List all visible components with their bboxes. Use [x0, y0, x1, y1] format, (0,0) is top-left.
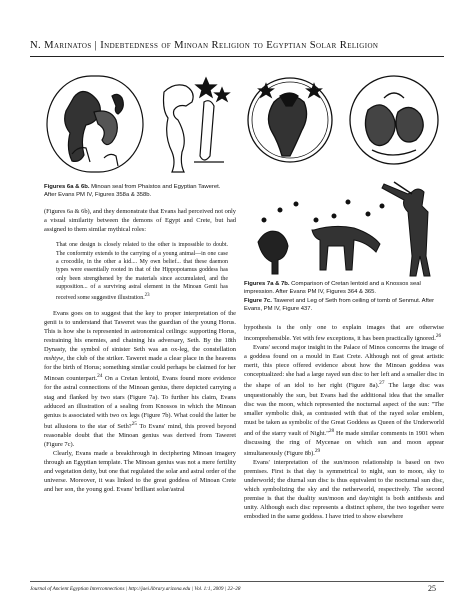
figure-7c-caption	[244, 297, 444, 314]
figure-6a-seal	[47, 76, 143, 172]
figure-7c-caption-label: Figure 7c.	[244, 298, 272, 304]
header-title: Indebtedness of Minoan Religion to Egyptian Solar Religion	[100, 40, 379, 51]
left-column	[44, 207, 236, 494]
figure-7ab-caption-text: Comparison of Cretan lentoid and a Knossos seal impression. After Evans PM IV, Figures 364 & 365.	[244, 281, 421, 296]
right-paragraph-1	[244, 323, 444, 343]
figure-7c-figure	[382, 184, 430, 276]
left-paragraph-2-text-b: , the club of the striker. Taweret made a clear place in the heavens for the birth of Horus; something similar could perhaps be claimed for her Minoan counterpart.	[44, 355, 236, 383]
figure-7ab-caption-label: Figures 7a & 7b.	[244, 281, 290, 287]
left-paragraph-2	[44, 309, 236, 449]
running-header	[30, 40, 450, 51]
figure-6-caption	[44, 183, 234, 200]
figure-6b-taweret	[164, 78, 230, 172]
footer-journal: Journal of Ancient Egyptian Interconnections | http://jaei.library.arizona.edu | Vol. 1:1, 2009 | 22–28	[30, 586, 241, 592]
right-note-27: 27	[379, 380, 385, 387]
left-note-25: 25	[131, 420, 137, 427]
right-paragraph-1-text: hypothesis is the only one to explain images that are otherwise incomprehensible. Yet with few exceptions, it has been practically ignored.	[244, 324, 444, 343]
block-quote-note: 23	[144, 292, 150, 298]
left-paragraph-2-text-c: On a Cretan lentoid, Evans found more evidence for the astral connections of the Minoan genius, there depicted carrying a stag and flanked by two stars (Figure 7a). To further his claim, Evans adduced an illustration of a sealing from Knossos in which the Minoan genius is associated with two ox legs (Figure 7b). What could the latter be but allusions to the star of Seth?	[44, 375, 236, 430]
right-paragraph-2	[244, 343, 444, 458]
figure-7c-ox-leg	[312, 226, 380, 270]
header-separator: |	[94, 40, 98, 51]
figure-7c-caption-text: Taweret and Leg of Seth from ceiling of tomb of Senmut. After Evans, PM IV, Figure 437.	[244, 298, 435, 313]
left-paragraph-1: (Figures 6a & 6b), and they demonstrate that Evans had perceived not only a visual similarity between the demons of Egypt and Crete, but had assigned to them similar mythical roles:	[44, 208, 236, 234]
right-paragraph-2-text-b: The large disc was unquestionably the sun, but Evans had the additional idea that the smaller disc was the moon, which represented the nocturnal aspect of the sun: "The smaller symbolic disk, as contrasted with that of the rayed solar emblem, must be taken as symbolic of the Great Goddess as Queen of the Underworld and of the starry vault of Night."	[244, 382, 444, 437]
right-note-29: 29	[314, 447, 321, 454]
right-paragraph-2-text-a: Evans' second major insight in the Palace of Minos concerns the image of a goddess found on a mould in East Crete. Although not of great artistic merit, this piece offered evidence about how the Minoan goddess was conceptualized: she had a large rayed sun disc to her left and a smaller disc in the shape of an idol to her right (Figure 8a).	[244, 344, 444, 390]
figure-7ab-images	[244, 72, 444, 178]
left-paragraph-2-text-d: To Evans' mind, this proved beyond reasonable doubt that the Minoan genius was derived from Taweret (Figure 7c).	[44, 422, 236, 448]
left-paragraph-3: Clearly, Evans made a breakthrough in deciphering Minoan imagery through an Egyptian template. The Minoan genius was not a mere fertility and vegetation deity, but one that regulated the solar and astral order of the universe. Moreover, it was linked to the great goddess of Minoan Crete and her son, the young god. Evans' brilliant solar/astral	[44, 449, 236, 494]
right-paragraph-2-text-c: He made similar comments in 1901 when discussing the ring of Mycenae on which sun and moon appear simultaneously (Figure 8b).	[244, 429, 445, 458]
right-paragraph-3: Evans' interpretation of the sun/moon relationship is based on two premises. First is that day is symmetrical to night, sun to moon, sky to underworld; the diurnal sun disc is thus equivalent to the nocturnal sun disc, which symbolizing the sky and the netherworld, respectively. The second premise is that the duality sun/moon and day/night is both antithesis and unity. Although each disc represents a distinct sphere, the two together were embodied in the same goddess. I have tried to show elsewhere	[244, 459, 444, 521]
figure-7c-stars	[262, 200, 384, 222]
block-quote	[56, 241, 228, 302]
figure-7c-image	[244, 180, 444, 278]
right-column	[244, 323, 444, 521]
figure-6-caption-text: Minoan seal from Phaistos and Egyptian Taweret. After Evans PM IV, Figures 358a & 358b.	[44, 184, 221, 199]
left-paragraph-2-italic: mshtyw	[44, 355, 64, 363]
page-number: 25	[428, 584, 436, 593]
block-quote-text: That one design is closely related to the other is impossible to doubt. The conformity extends to the carrying of a young animal—in one case a crocodile, in the other a kid.... My own belief... that these daemon types were essentially rooted in that of the Hippopotamus goddess has only been strengthened by the materials since accumulated, and the supposition... of a surviving astral element in the Minoan Genii has received some suggestive illustration.	[56, 242, 228, 301]
right-note-26: 26	[435, 333, 442, 340]
figure-7b-seal-impression	[350, 76, 438, 164]
figure-6-caption-label: Figures 6a & 6b.	[44, 184, 90, 190]
header-rule	[30, 56, 444, 57]
figure-7ab-caption	[244, 280, 444, 297]
right-note-28: 28	[328, 427, 335, 434]
figure-7c-taweret	[258, 231, 288, 274]
figure-6-images	[44, 72, 234, 176]
header-author: N. Marinatos	[30, 40, 92, 51]
figure-7a-lentoid	[248, 78, 332, 162]
footer-rule	[30, 581, 444, 582]
left-paragraph-2-text-a: Evans goes on to suggest that the key to proper interpretation of the genii is to understand that Taweret was the guardian of the young Horus. This is how she is represented in astronomical ceilings: supporting Horus, restraining his enemies, and chaining his adversary, Seth. By the 18th Dynasty, the symbol of sinister Seth was an ox-leg, the constellation	[44, 309, 236, 354]
left-note-24: 24	[97, 373, 103, 380]
